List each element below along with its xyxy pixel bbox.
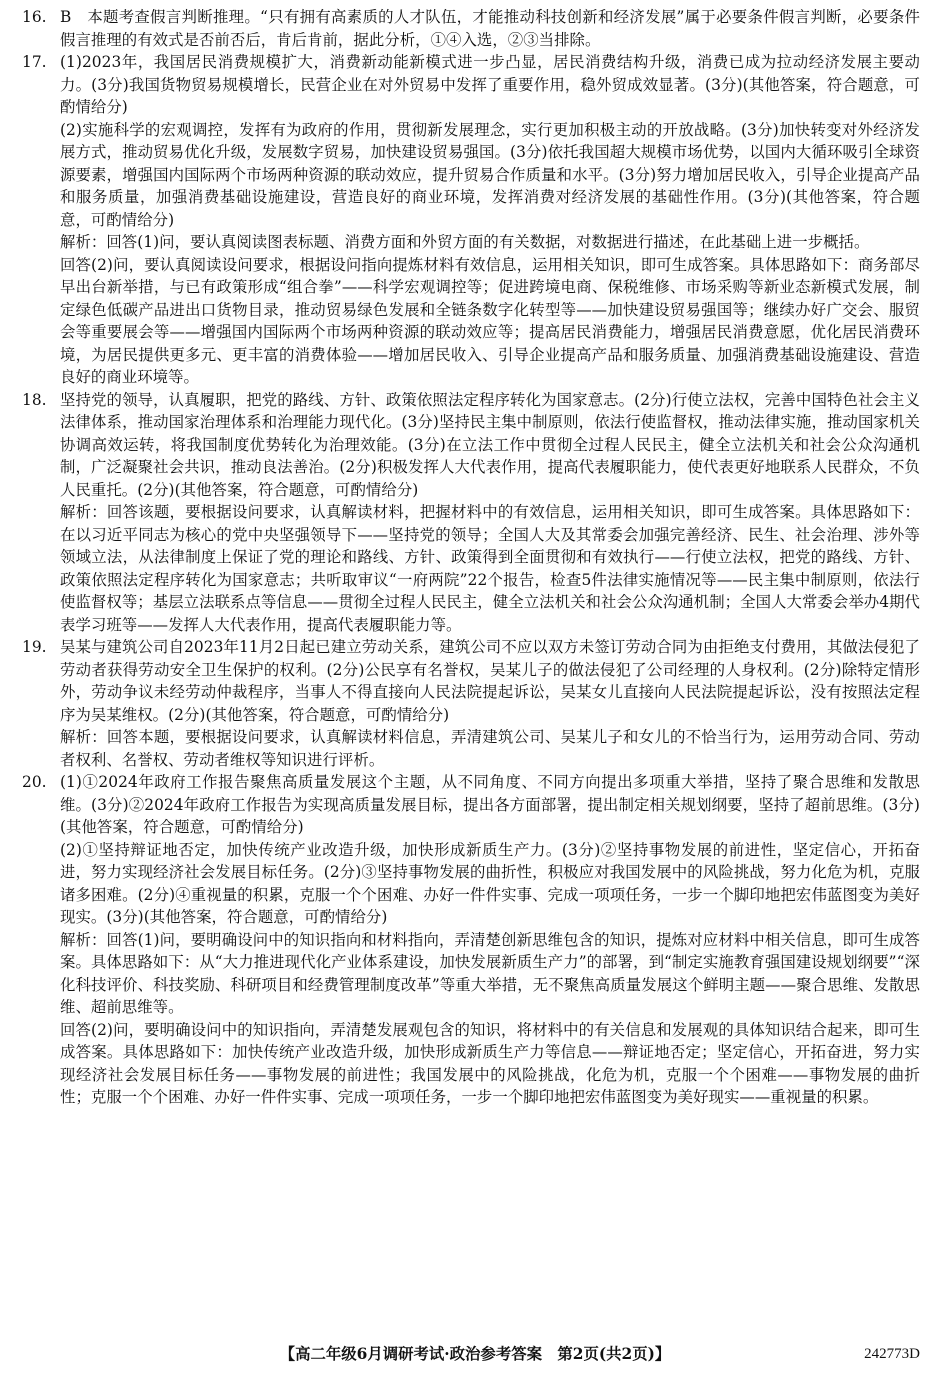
- question-number: 17.: [22, 53, 47, 71]
- answer-paragraph: (1)①2024年政府工作报告聚焦高质量发展这个主题，从不同角度、不同方向提出多项重大举措，坚持了聚合思维和发散思维。(3分)②2024年政府工作报告为实现高质量发展目标，提出各方面部署，提出制定相关规划纲要，坚持了超前思维。(3分)(其他答案，符合题意，可酌情给分): [60, 773, 920, 836]
- analysis-paragraph: 回答(2)问，要认真阅读设问要求，根据设问指向提炼材料有效信息，运用相关知识，即可生成答案。具体思路如下：商务部尽早出台新举措，与已有政策形成“组合拳”——科学宏观调控等；促进跨境电商、保税维修、市场采购等新业态新模式发展，制定绿色低碳产品进出口货物目录，推动贸易绿色发展和全链条数字化转型等——加快建设贸易强国等；继续办好广交会、服贸会等重要展会等——增强国内国际两个市场两种资源的联动效应等；提高居民消费能力，增强居民消费意愿，优化居民消费环境，为居民提供更多元、更丰富的消费体验——增加居民收入、引导企业提高产品和服务质量、加强消费基础设施建设、营造良好的商业环境等。: [60, 255, 920, 386]
- document-code: 242773D: [864, 1346, 920, 1362]
- answer-paragraph: B 本题考查假言判断推理。“只有拥有高素质的人才队伍，才能推动科技创新和经济发展”属于必要条件假言判断，必要条件假言推理的有效式是否前否后，肯后肯前，据此分析，①④入选，②③当排除。: [60, 8, 920, 49]
- answer-content: [22, 6, 920, 1109]
- question-17: [22, 51, 920, 389]
- question-body: [60, 51, 920, 389]
- question-number: 20.: [22, 773, 47, 791]
- analysis-paragraph: 解析：回答该题，要根据设问要求，认真解读材料，把握材料中的有效信息，运用相关知识，即可生成答案。具体思路如下：在以习近平同志为核心的党中央坚强领导下——坚持党的领导；全国人大及其常委会加强完善经济、民生、社会治理、涉外等领域立法，从法律制度上保证了党的理论和路线、方针、政策得到全面贯彻和有效执行——行使立法权，把党的路线、方针、政策依照法定程序转化为国家意志；共听取审议“一府两院”22个报告，检查5件法律实施情况等——民主集中制原则，依法行使监督权等；基层立法联系点等信息——贯彻全过程人民民主，健全立法机关和社会公众沟通机制；全国人大常委会举办4期代表学习班等——发挥人大代表作用，提高代表履职能力等。: [60, 503, 920, 634]
- question-number: 18.: [22, 390, 47, 409]
- answer-paragraph: (2)①坚持辩证地否定，加快传统产业改造升级，加快形成新质生产力。(3分)②坚持事物发展的前进性，坚定信心，开拓奋进，努力实现经济社会发展目标任务。(2分)③坚持事物发展的曲折性，积极应对我国发展中的风险挑战，努力化危为机，克服诸多困难。(2分)④重视量的积累，克服一个个困难、办好一件件实事、完成一项项任务，一步一个脚印地把宏伟蓝图变为美好现实。(3分)(其他答案，符合题意，可酌情给分): [60, 840, 920, 926]
- answer-paragraph: 坚持党的领导，认真履职，把党的路线、方针、政策依照法定程序转化为国家意志。(2分)行使立法权，完善中国特色社会主义法律体系，推动国家治理体系和治理能力现代化。(3分)坚持民主集中制原则，依法行使监督权，推动法律实施，推动国家机关协调高效运转，将我国制度优势转化为治理效能。(3分)在立法工作中贯彻全过程人民民主，健全立法机关和社会公众沟通机制，广泛凝聚社会共识，推动良法善治。(2分)积极发挥人大代表作用，提高代表履职能力，使代表更好地联系人民群众，不负人民重托。(2分)(其他答案，符合题意，可酌情给分): [60, 390, 920, 499]
- answer-paragraph: 吴某与建筑公司自2023年11月2日起已建立劳动关系，建筑公司不应以双方未签订劳动合同为由拒绝支付费用，其做法侵犯了劳动者获得劳动安全卫生保护的权利。(2分)公民享有名誉权，吴某儿子的做法侵犯了公司经理的人身权利。(2分)除特定情形外，劳动争议未经劳动仲裁程序，当事人不得直接向人民法院提起诉讼，吴某女儿直接向人民法院提起诉讼，没有按照法定程序为吴某维权。(2分)(其他答案，符合题意，可酌情给分): [60, 638, 920, 724]
- footer-title: 【高二年级6月调研考试·政治参考答案 第2页(共2页)】: [279, 1345, 671, 1363]
- answer-paragraph: (1)2023年，我国居民消费规模扩大，消费新动能新模式进一步凸显，居民消费结构升级，消费已成为拉动经济发展主要动力。(3分)我国货物贸易规模增长，民营企业在对外贸易中发挥了重要作用，稳外贸成效显著。(3分)(其他答案，符合题意，可酌情给分): [60, 53, 920, 116]
- question-body: [60, 636, 920, 771]
- question-body: [60, 771, 920, 1109]
- analysis-paragraph: 解析：回答(1)问，要认真阅读图表标题、消费方面和外贸方面的有关数据，对数据进行描述，在此基础上进一步概括。: [60, 233, 870, 251]
- question-18: [22, 389, 920, 637]
- question-number: 16.: [22, 8, 47, 26]
- question-20: [22, 771, 920, 1109]
- question-19: [22, 636, 920, 771]
- analysis-paragraph: 解析：回答本题，要根据设问要求，认真解读材料信息，弄清建筑公司、吴某儿子和女儿的不恰当行为，运用劳动合同、劳动者权利、名誉权、劳动者维权等知识进行评析。: [60, 728, 920, 769]
- answer-paragraph: (2)实施科学的宏观调控，发挥有为政府的作用，贯彻新发展理念，实行更加积极主动的开放战略。(3分)加快转变对外经济发展方式，推动贸易优化升级，发展数字贸易，加快建设贸易强国。(3分)依托我国超大规模市场优势，以国内大循环吸引全球资源要素，增强国内国际两个市场两种资源的联动效应，提升贸易合作质量和水平。(3分)努力增加居民收入，引导企业提高产品和服务质量，加强消费基础设施建设，营造良好的商业环境，发挥消费对经济发展的基础性作用。(3分)(其他答案，符合题意，可酌情给分): [60, 120, 920, 229]
- analysis-paragraph: 解析：回答(1)问，要明确设问中的知识指向和材料指向，弄清楚创新思维包含的知识，提炼对应材料中相关信息，即可生成答案。具体思路如下：从“大力推进现代化产业体系建设，加快发展新质生产力”的部署，到“制定实施教育强国建设规划纲要”“深化科技评价、科技奖励、科研项目和经费管理制度改革”等重大举措，无不聚焦高质量发展这个鲜明主题——聚合思维、发散思维、超前思维等。: [60, 930, 920, 1016]
- question-16: [22, 6, 920, 51]
- question-number: 19.: [22, 638, 47, 656]
- analysis-paragraph: 回答(2)问，要明确设问中的知识指向，弄清楚发展观包含的知识，将材料中的有关信息和发展观的具体知识结合起来，即可生成答案。具体思路如下：加快传统产业改造升级，加快形成新质生产力等信息——辩证地否定；坚定信心，开拓奋进，努力实现经济社会发展目标任务——事物发展的前进性；我国发展中的风险挑战，化危为机，克服一个个困难——事物发展的曲折性；克服一个个困难、办好一件件实事、完成一项项任务，一步一个脚印地把宏伟蓝图变为美好现实——重视量的积累。: [60, 1020, 920, 1106]
- question-body: [60, 6, 920, 51]
- question-body: [60, 389, 920, 637]
- page-footer: [0, 1342, 950, 1366]
